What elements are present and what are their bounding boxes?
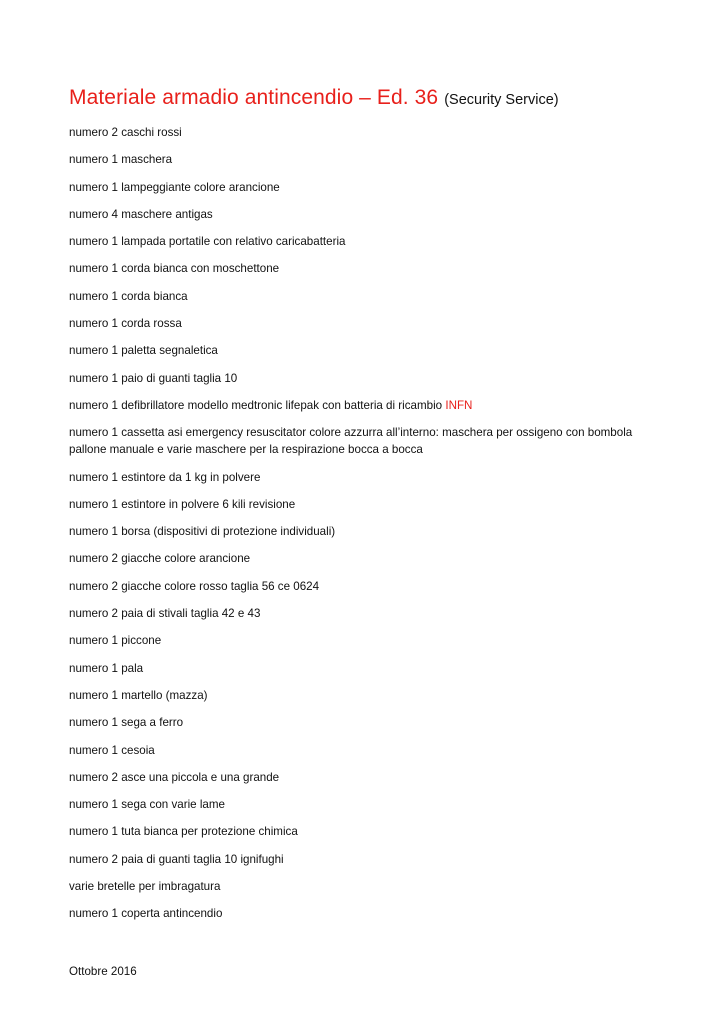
document-title: Materiale armadio antincendio – Ed. 36 <box>69 86 439 109</box>
list-item <box>69 260 659 277</box>
list-item <box>69 823 659 840</box>
list-item-text: numero 1 cesoia <box>69 743 155 757</box>
list-item-text: numero 1 maschera <box>69 153 173 167</box>
document-date: Ottobre 2016 <box>69 965 137 978</box>
list-item-text: numero 1 corda bianca <box>69 289 188 303</box>
list-item <box>69 288 659 305</box>
list-item-text: numero 1 sega a ferro <box>69 716 184 730</box>
list-item-text: numero 2 paia di stivali taglia 42 e 43 <box>69 607 261 621</box>
list-item-text: numero 1 corda rossa <box>69 317 182 331</box>
equipment-list <box>69 124 659 933</box>
list-item-highlight: INFN <box>445 398 473 412</box>
list-item <box>69 578 659 595</box>
list-item <box>69 878 659 895</box>
list-item-text: numero 1 martello (mazza) <box>69 688 208 702</box>
list-item-text: numero 1 defibrillatore modello medtronic lifepak con batteria di ricambio <box>69 398 446 412</box>
list-item <box>69 469 659 486</box>
list-item-text: numero 1 corda bianca con moschettone <box>69 262 280 276</box>
list-item-text: numero 2 giacche colore rosso taglia 56 ce 0624 <box>69 579 320 593</box>
list-item <box>69 342 659 359</box>
list-item <box>69 796 659 813</box>
list-item-text: numero 1 cassetta asi emergency resuscitator colore azzurra all’interno: maschera per ossigeno con bombola pallone manuale e varie maschere per la respirazione bocca a bocca <box>69 426 633 457</box>
list-item <box>69 660 659 677</box>
list-item-text: numero 2 caschi rossi <box>69 126 182 139</box>
list-item-text: numero 1 estintore in polvere 6 kili revisione <box>69 497 296 511</box>
list-item-text: numero 1 paletta segnaletica <box>69 344 218 358</box>
list-item-text: numero 4 maschere antigas <box>69 207 213 221</box>
list-item <box>69 769 659 786</box>
list-item-text: numero 1 lampada portatile con relativo caricabatteria <box>69 235 346 249</box>
list-item <box>69 632 659 649</box>
list-item <box>69 905 659 922</box>
document-subtitle: (Security Service) <box>444 92 559 108</box>
list-item <box>69 206 659 223</box>
list-item-text: varie bretelle per imbragatura <box>69 880 221 894</box>
list-item-text: numero 1 pala <box>69 661 144 675</box>
list-item-text: numero 2 giacche colore arancione <box>69 552 251 566</box>
list-item <box>69 742 659 759</box>
document-header <box>69 86 559 110</box>
list-item-text: numero 1 estintore da 1 kg in polvere <box>69 470 261 484</box>
list-item-text: numero 1 paio di guanti taglia 10 <box>69 371 238 385</box>
list-item <box>69 714 659 731</box>
list-item-text: numero 1 lampeggiante colore arancione <box>69 180 280 194</box>
list-item <box>69 550 659 567</box>
list-item <box>69 496 659 513</box>
list-item-text: numero 1 piccone <box>69 634 162 648</box>
list-item <box>69 687 659 704</box>
list-item <box>69 370 659 387</box>
list-item <box>69 424 659 458</box>
list-item-text: numero 2 asce una piccola e una grande <box>69 770 280 784</box>
list-item-text: numero 1 coperta antincendio <box>69 907 223 921</box>
list-item-text: numero 1 sega con varie lame <box>69 798 225 812</box>
list-item-text: numero 1 borsa (dispositivi di protezione individuali) <box>69 525 336 539</box>
list-item-text: numero 2 paia di guanti taglia 10 ignifughi <box>69 852 284 866</box>
list-item-text: numero 1 tuta bianca per protezione chimica <box>69 825 298 839</box>
list-item <box>69 151 659 168</box>
list-item <box>69 397 659 414</box>
list-item <box>69 233 659 250</box>
list-item <box>69 179 659 196</box>
list-item <box>69 523 659 540</box>
list-item <box>69 124 659 141</box>
list-item <box>69 315 659 332</box>
list-item <box>69 605 659 622</box>
list-item <box>69 851 659 868</box>
